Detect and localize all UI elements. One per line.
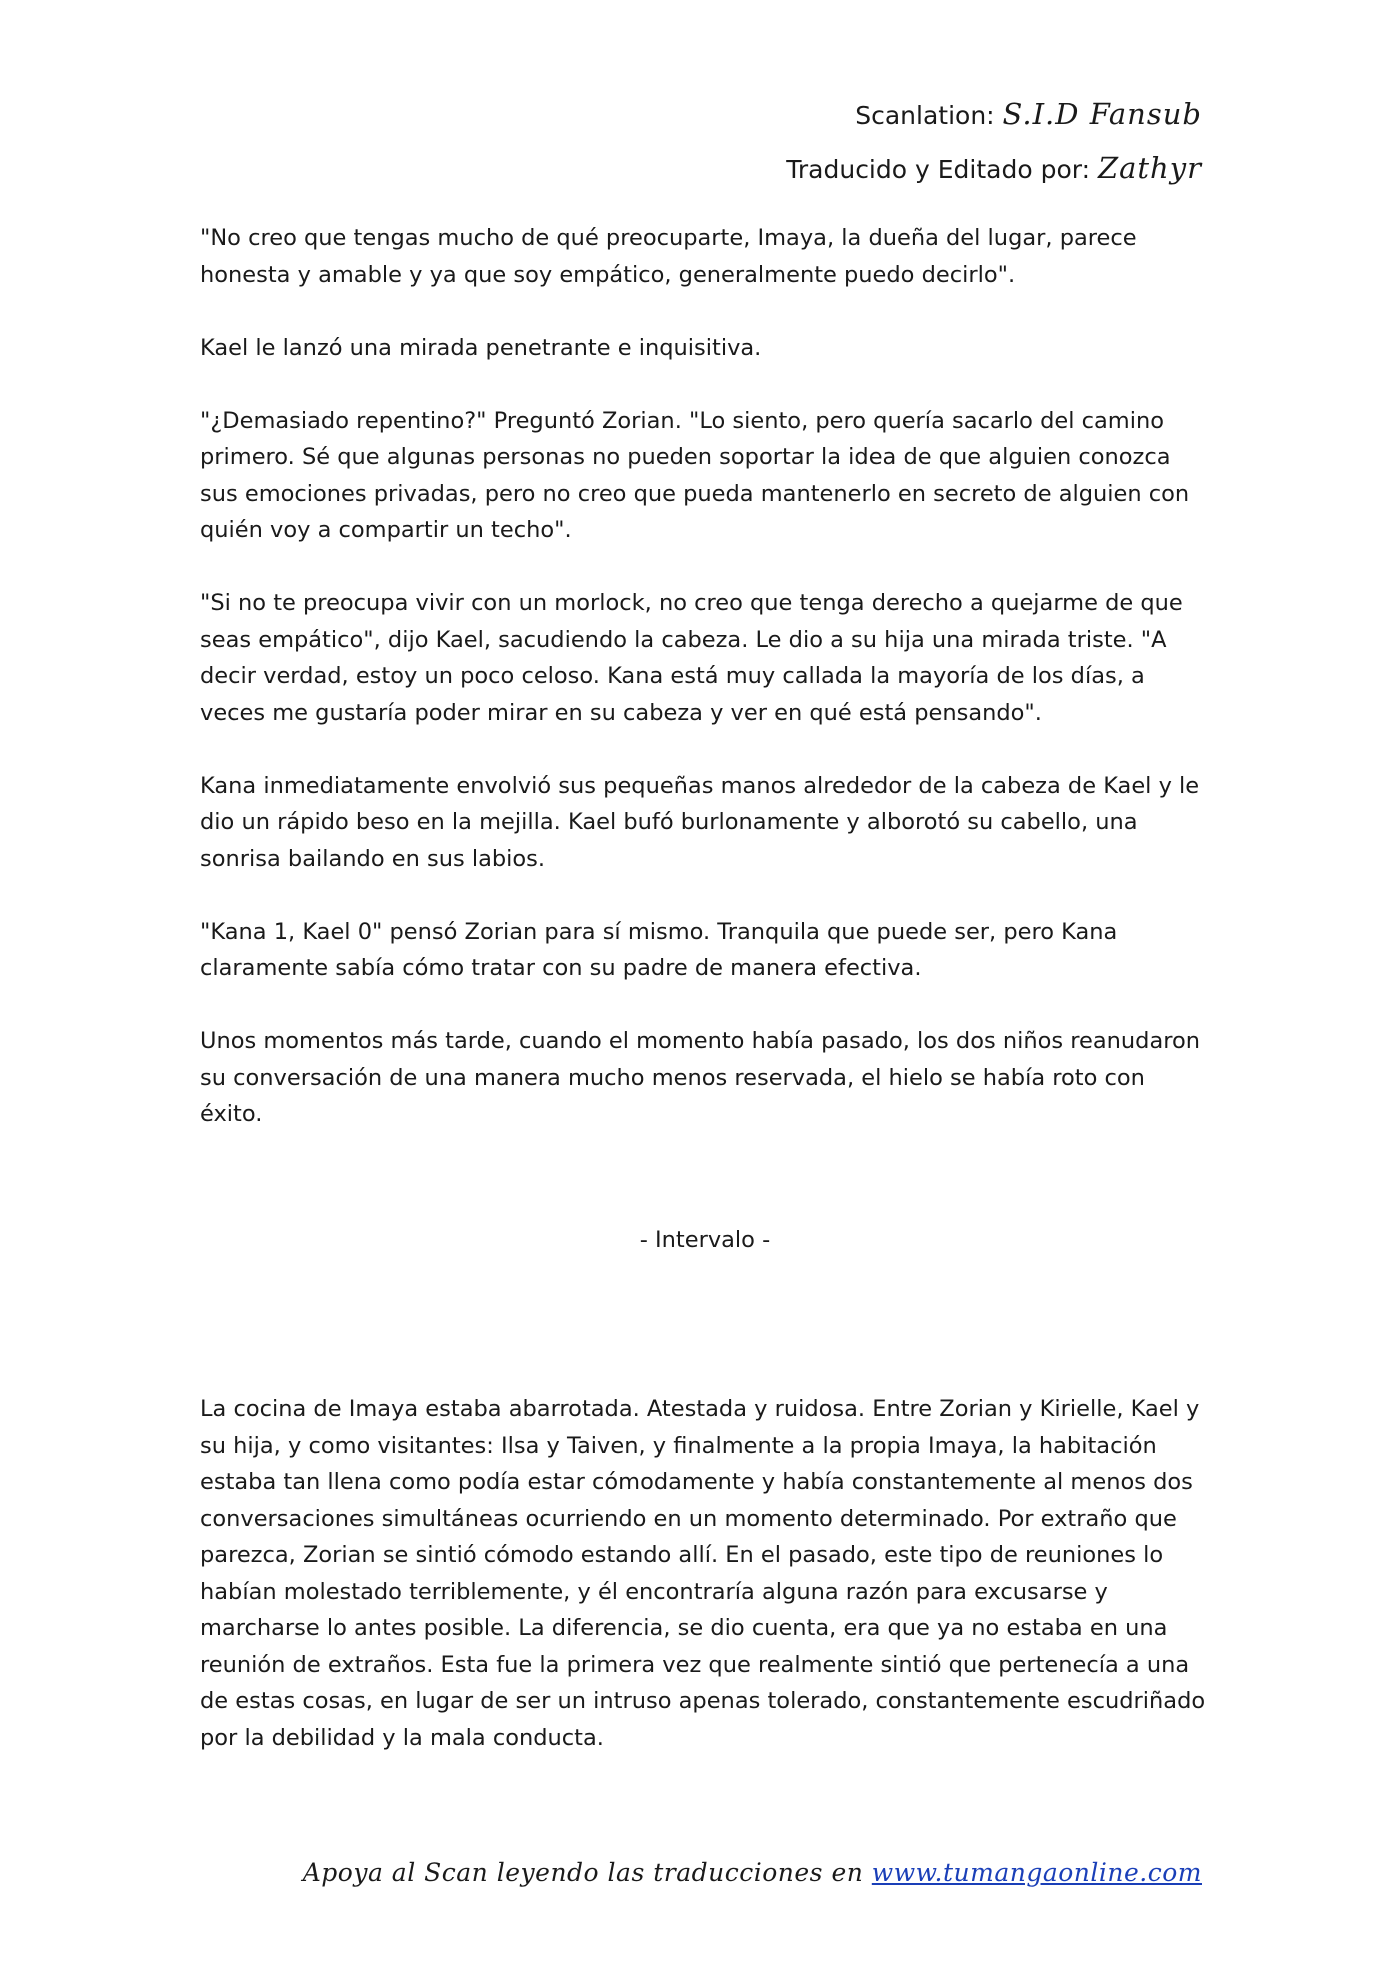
translator-label: Traducido y Editado por: <box>786 155 1091 184</box>
paragraph: La cocina de Imaya estaba abarrotada. Atestada y ruidosa. Entre Zorian y Kirielle, Kael y su hija, y como visitantes: Ilsa y Taiven, y finalmente a la propia Imaya, la habitación estaba tan llena como podía estar cómodamente y había constantemente al menos dos conversaciones simultáneas ocurriendo en un momento determinado. Por extraño que parezca, Zorian se sintió cómodo estando allí. En el pasado, este tipo de reuniones lo habían molestado terriblemente, y él encontraría alguna razón para excusarse y marcharse lo antes posible. La diferencia, se dio cuenta, era que ya no estaba en una reunión de extraños. Esta fue la primera vez que realmente sintió que pertenecía a una de estas cosas, en lugar de ser un intruso apenas tolerado, constantemente escudriñado por la debilidad y la mala conducta. <box>200 1396 1206 1751</box>
paragraph: "Kana 1, Kael 0" pensó Zorian para sí mismo. Tranquila que puede ser, pero Kana claramente sabía cómo tratar con su padre de manera efectiva. <box>200 918 1118 981</box>
translator-name: Zathyr <box>1097 151 1202 185</box>
translator-credit <box>786 142 1202 196</box>
scanlation-label: Scanlation: <box>855 101 995 130</box>
website-link[interactable]: www.tumangaonline.com <box>871 1858 1202 1887</box>
page-header <box>786 88 1202 196</box>
scanlation-credit <box>786 88 1202 142</box>
paragraph: Unos momentos más tarde, cuando el momento había pasado, los dos niños reanudaron su conversación de una manera mucho menos reservada, el hielo se había roto con éxito. <box>200 1028 1201 1127</box>
section-divider: - Intervalo - <box>639 1227 771 1253</box>
text-section-2 <box>200 1391 1210 1756</box>
footer-text: Apoya al Scan leyendo las traducciones en <box>302 1858 864 1887</box>
paragraph: "Si no te preocupa vivir con un morlock, no creo que tenga derecho a quejarme de que seas empático", dijo Kael, sacudiendo la cabeza. Le dio a su hija una mirada triste. "A decir verdad, estoy un poco celoso. Kana está muy callada la mayoría de los días, a veces me gustaría poder mirar en su cabeza y ver en qué está pensando". <box>200 590 1183 726</box>
page-footer <box>303 1858 1202 1887</box>
text-section-1 <box>200 220 1210 1169</box>
paragraph: Kael le lanzó una mirada penetrante e inquisitiva. <box>200 334 762 361</box>
paragraph: "¿Demasiado repentino?" Preguntó Zorian. "Lo siento, pero quería sacarlo del camino primero. Sé que algunas personas no pueden soportar la idea de que alguien conozca sus emociones privadas, pero no creo que pueda mantenerlo en secreto de alguien con quién voy a compartir un techo". <box>200 407 1190 543</box>
paragraph: Kana inmediatamente envolvió sus pequeñas manos alrededor de la cabeza de Kael y le dio un rápido beso en la mejilla. Kael bufó burlonamente y alborotó su cabello, una sonrisa bailando en sus labios. <box>200 772 1200 872</box>
paragraph: "No creo que tengas mucho de qué preocuparte, Imaya, la dueña del lugar, parece honesta y amable y ya que soy empático, generalmente puedo decirlo". <box>200 225 1137 288</box>
scanlation-group: S.I.D Fansub <box>1002 97 1202 131</box>
